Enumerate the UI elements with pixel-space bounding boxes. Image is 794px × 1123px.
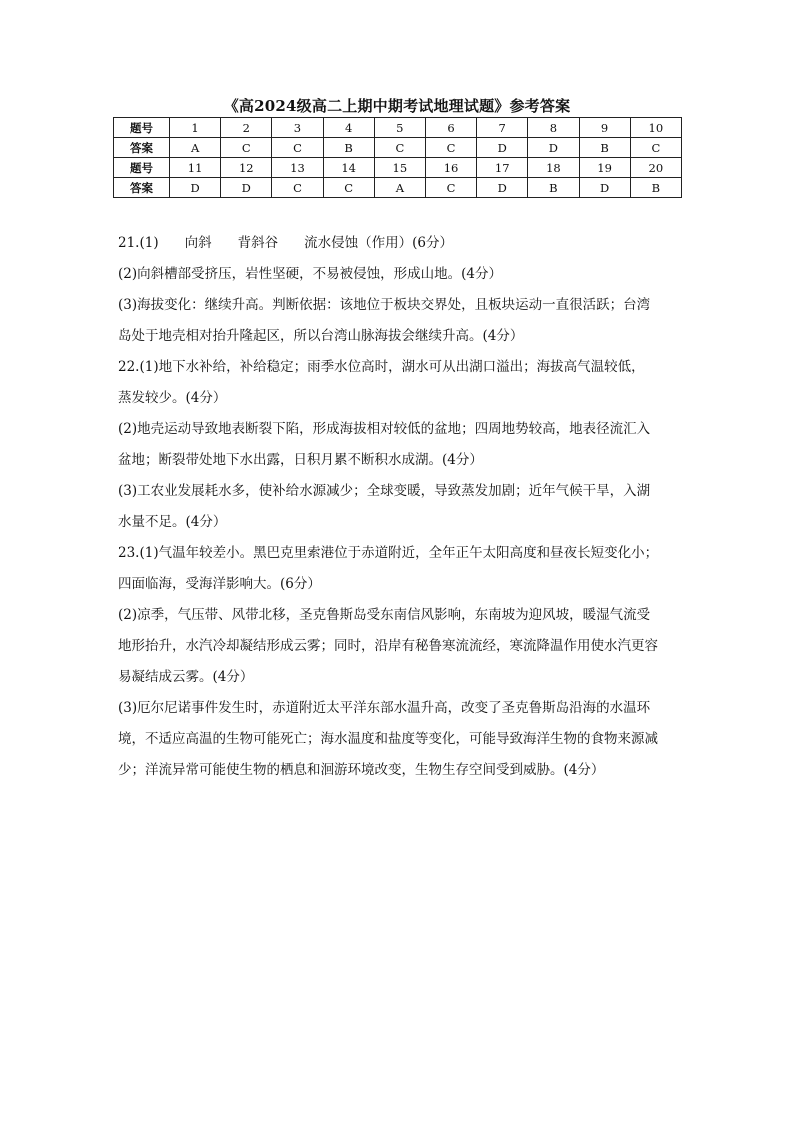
question-number-cell: 2	[221, 118, 272, 138]
answer-cell: A	[374, 178, 425, 198]
answer-cell: C	[425, 178, 476, 198]
answer-cell: B	[323, 138, 374, 158]
q21-term-1: 向斜	[184, 235, 212, 251]
q21-prefix: 21.(1)	[118, 235, 159, 251]
q23-part3-line2: 境，不适应高温的生物可能死亡；海水温度和盐度等变化，可能导致海洋生物的食物来源减	[118, 731, 658, 747]
q22-part3-line1: (3)工农业发展耗水多，使补给水源减少；全球变暖，导致蒸发加剧；近年气候干旱，入湖	[118, 483, 651, 499]
answer-cell: B	[528, 178, 579, 198]
question-number-cell: 7	[477, 118, 528, 138]
question-number-cell: 3	[272, 118, 323, 138]
answer-cell: A	[170, 138, 221, 158]
answer-cell: D	[579, 178, 630, 198]
q21-part3-line1: (3)海拔变化：继续升高。判断依据：该地位于板块交界处，且板块运动一直很活跃；台湾	[118, 297, 651, 313]
answer-cell: B	[630, 178, 681, 198]
q22-part2-line1: (2)地壳运动导致地表断裂下陷，形成海拔相对较低的盆地；四周地势较高，地表径流汇入	[118, 421, 651, 437]
q22-part1-line2: 蒸发较少。(4分）	[118, 390, 227, 406]
q23-part1-line1: 23.(1)气温年较差小。黑巴克里索港位于赤道附近，全年正午太阳高度和昼夜长短变化小；	[118, 545, 659, 561]
question-number-row	[114, 118, 682, 138]
answer-cell: C	[323, 178, 374, 198]
q22-part3-line2: 水量不足。(4分）	[118, 514, 227, 530]
question-number-cell: 4	[323, 118, 374, 138]
question-number-cell: 16	[425, 158, 476, 178]
q21-part3-line2: 岛处于地壳相对抬升隆起区，所以台湾山脉海拔会继续升高。(4分）	[118, 328, 524, 344]
answer-cell: C	[630, 138, 681, 158]
q22-part2-line2: 盆地；断裂带处地下水出露，日积月累不断积水成湖。(4分）	[118, 452, 483, 468]
answer-table	[113, 117, 682, 198]
answer-cell: D	[221, 178, 272, 198]
question-number-cell: 15	[374, 158, 425, 178]
question-number-cell: 8	[528, 118, 579, 138]
question-number-cell: 9	[579, 118, 630, 138]
page-title: 《高2024级高二上期中期考试地理试题》参考答案	[223, 97, 571, 115]
q21-term-2: 背斜谷	[237, 235, 279, 251]
q23-part2-line3: 易凝结成云雾。(4分）	[118, 669, 254, 685]
question-number-cell: 12	[221, 158, 272, 178]
question-number-cell: 14	[323, 158, 374, 178]
answer-row-label: 答案	[114, 178, 170, 198]
q23-part1-line2: 四面临海，受海洋影响大。(6分）	[118, 576, 321, 592]
answer-cell: B	[579, 138, 630, 158]
answer-explanations	[118, 228, 678, 786]
answer-cell: C	[221, 138, 272, 158]
q21-part1	[118, 228, 678, 259]
answer-cell: C	[272, 178, 323, 198]
q21-part2: (2)向斜槽部受挤压，岩性坚硬，不易被侵蚀，形成山地。(4分）	[118, 266, 502, 282]
q23-part3-line3: 少；洋流异常可能使生物的栖息和洄游环境改变，生物生存空间受到威胁。(4分）	[118, 762, 605, 778]
question-number-row-label: 题号	[114, 158, 170, 178]
answer-row	[114, 178, 682, 198]
q22-part1-line1: 22.(1)地下水补给，补给稳定；雨季水位高时，湖水可从出湖口溢出；海拔高气温较低，	[118, 359, 645, 375]
answer-cell: D	[477, 178, 528, 198]
answer-cell: D	[477, 138, 528, 158]
q21-term-3: 流水侵蚀（作用）(6分）	[304, 235, 453, 251]
question-number-row	[114, 158, 682, 178]
q23-part3-line1: (3)厄尔尼诺事件发生时，赤道附近太平洋东部水温升高，改变了圣克鲁斯岛沿海的水温环	[118, 700, 651, 716]
answer-cell: C	[374, 138, 425, 158]
question-number-cell: 17	[477, 158, 528, 178]
question-number-cell: 6	[425, 118, 476, 138]
question-number-cell: 10	[630, 118, 681, 138]
question-number-cell: 13	[272, 158, 323, 178]
answer-cell: C	[272, 138, 323, 158]
q23-part2-line2: 地形抬升，水汽冷却凝结形成云雾；同时，沿岸有秘鲁寒流流经，寒流降温作用使水汽更容	[118, 638, 658, 654]
question-number-cell: 18	[528, 158, 579, 178]
question-number-cell: 11	[170, 158, 221, 178]
question-number-cell: 19	[579, 158, 630, 178]
question-number-cell: 5	[374, 118, 425, 138]
q23-part2-line1: (2)凉季，气压带、风带北移，圣克鲁斯岛受东南信风影响，东南坡为迎风坡，暖湿气流受	[118, 607, 651, 623]
answer-row-label: 答案	[114, 138, 170, 158]
answer-table-body	[114, 118, 682, 198]
answer-row	[114, 138, 682, 158]
answer-cell: D	[528, 138, 579, 158]
question-number-cell: 1	[170, 118, 221, 138]
answer-cell: C	[425, 138, 476, 158]
answer-cell: D	[170, 178, 221, 198]
question-number-row-label: 题号	[114, 118, 170, 138]
question-number-cell: 20	[630, 158, 681, 178]
